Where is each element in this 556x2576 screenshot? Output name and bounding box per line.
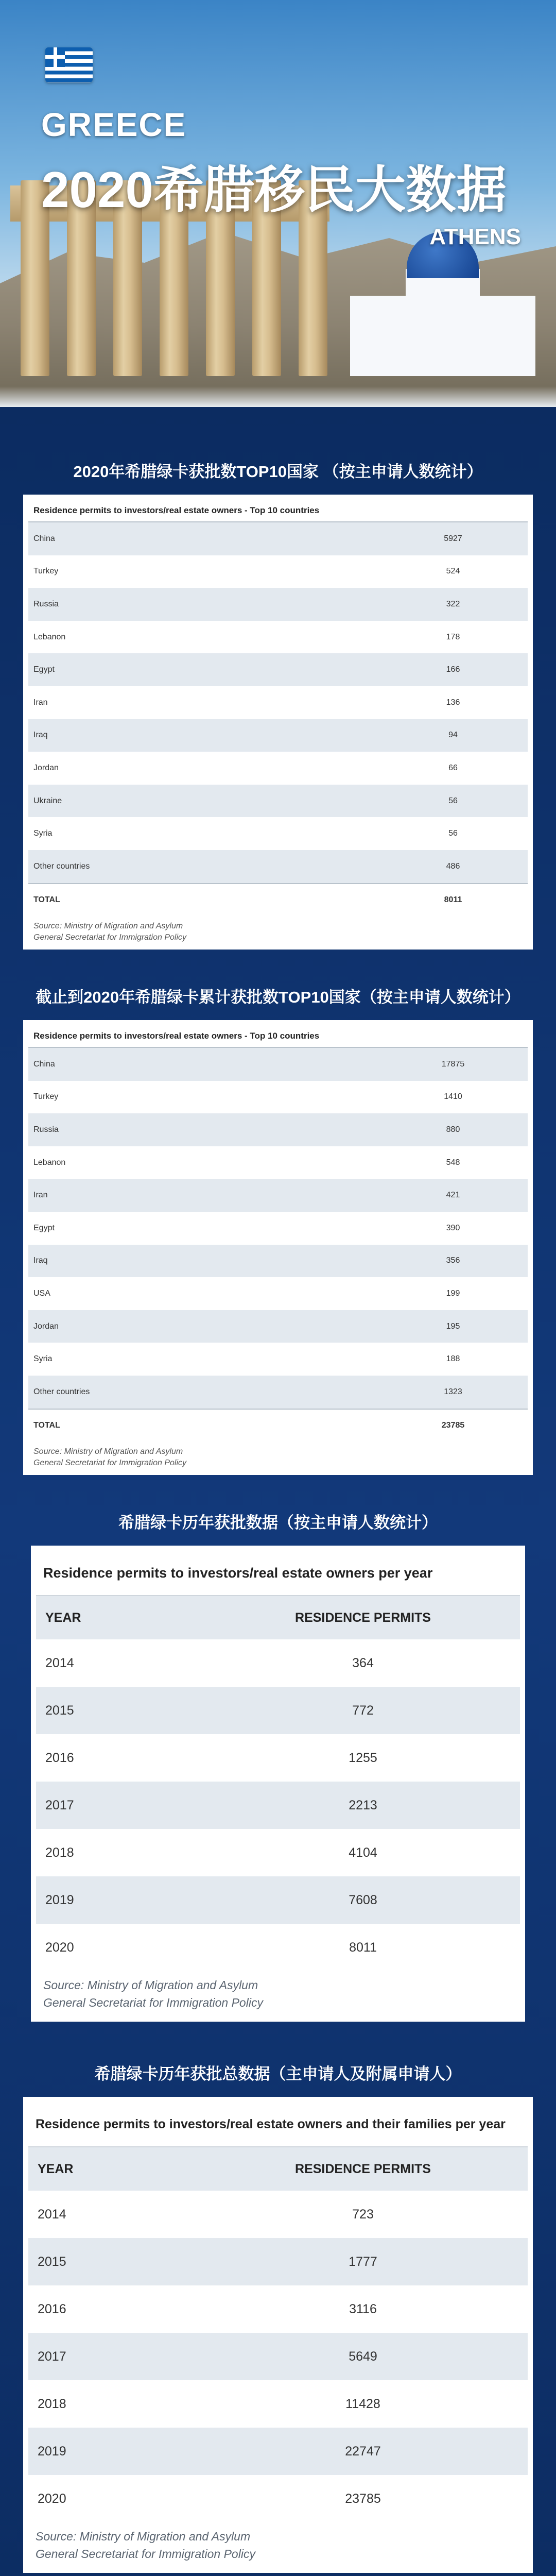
year-cell: 2020	[45, 1940, 74, 1955]
country-cell: Jordan	[33, 763, 59, 772]
value-cell: 364	[352, 1655, 374, 1670]
table-total-row	[28, 883, 528, 917]
table-row	[28, 1048, 528, 1081]
column-header-permits: RESIDENCE PERMITS	[295, 1610, 431, 1625]
page-title: 2020希腊移民大数据	[41, 161, 507, 218]
value-cell: 5649	[349, 2349, 377, 2364]
table-row	[28, 2380, 528, 2428]
table-total-row	[28, 1409, 528, 1443]
value-cell: 4104	[349, 1845, 377, 1860]
source-line: Source: Ministry of Migration and Asylum	[33, 1447, 183, 1456]
table-row	[28, 2333, 528, 2380]
country-cell: Syria	[33, 1354, 53, 1364]
value-cell: 11428	[345, 2396, 380, 2411]
table-row	[28, 555, 528, 588]
year-cell: 2015	[45, 1703, 74, 1718]
table-caption: Residence permits to investors/real estate owners and their families per year	[28, 2102, 528, 2147]
hero-banner	[0, 0, 556, 407]
table-row	[28, 1310, 528, 1343]
table-top10-2020	[23, 495, 533, 950]
table-row	[28, 752, 528, 785]
year-cell: 2018	[38, 2396, 66, 2411]
table-source	[28, 917, 528, 944]
year-cell: 2019	[38, 2444, 66, 2459]
source-line: General Secretariat for Immigration Policy	[43, 1996, 263, 2009]
section-title: 希腊绿卡历年获批数据（按主申请人数统计）	[118, 1514, 438, 1532]
value-cell: 390	[446, 1223, 460, 1232]
value-cell: 17875	[441, 1059, 465, 1069]
country-cell: Lebanon	[33, 1158, 66, 1167]
section-title: 2020年希腊绿卡获批数TOP10国家 （按主申请人数统计）	[73, 463, 483, 481]
table-body	[28, 1048, 528, 1409]
table-row	[28, 1343, 528, 1376]
table-row	[36, 1782, 520, 1829]
table-row	[28, 1179, 528, 1212]
table-row	[36, 1924, 520, 1971]
table-row	[28, 2475, 528, 2522]
value-cell: 1777	[349, 2254, 377, 2269]
source-line: General Secretariat for Immigration Policy	[36, 2547, 255, 2561]
source-line: General Secretariat for Immigration Policy	[33, 1459, 186, 1468]
year-cell: 2015	[38, 2254, 66, 2269]
table-row	[28, 719, 528, 752]
source-line: Source: Ministry of Migration and Asylum	[33, 922, 183, 931]
value-cell: 486	[446, 861, 460, 871]
value-cell: 136	[446, 698, 460, 707]
country-cell: Turkey	[33, 1092, 59, 1101]
table-row	[28, 1146, 528, 1179]
value-cell: 356	[446, 1256, 460, 1265]
table-header	[28, 2147, 528, 2191]
table-top10-cumulative	[23, 1020, 533, 1475]
year-cell: 2016	[38, 2301, 66, 2316]
column-header-year: YEAR	[45, 1610, 81, 1625]
country-cell: Syria	[33, 829, 53, 838]
table-row	[28, 621, 528, 654]
country-cell: Iraq	[33, 1256, 48, 1265]
value-cell: 66	[448, 763, 458, 772]
source-line: Source: Ministry of Migration and Asylum	[36, 2530, 251, 2543]
table-row	[36, 1829, 520, 1876]
table-body	[28, 2191, 528, 2522]
section-title: 希腊绿卡历年获批总数据（主申请人及附属申请人）	[94, 2065, 462, 2083]
hero-city: ATHENS	[429, 224, 521, 249]
column-header-permits: RESIDENCE PERMITS	[295, 2161, 431, 2176]
table-yearly-total	[23, 2097, 533, 2573]
column-header-year: YEAR	[38, 2161, 74, 2176]
table-row	[28, 2428, 528, 2475]
table-caption: Residence permits to investors/real estate owners - Top 10 countries	[28, 1025, 528, 1048]
country-cell: Jordan	[33, 1321, 59, 1331]
table-row	[28, 1212, 528, 1245]
total-label: TOTAL	[33, 1421, 60, 1430]
table-row	[36, 1876, 520, 1924]
country-cell: Russia	[33, 1125, 59, 1134]
value-cell: 880	[446, 1125, 460, 1134]
value-cell: 322	[446, 599, 460, 608]
value-cell: 195	[446, 1321, 460, 1331]
source-line: General Secretariat for Immigration Policy	[33, 933, 186, 942]
value-cell: 23785	[345, 2491, 381, 2506]
section-title: 截止到2020年希腊绿卡累计获批数TOP10国家（按主申请人数统计）	[36, 988, 520, 1006]
value-cell: 94	[448, 731, 458, 740]
year-cell: 2017	[38, 2349, 66, 2364]
table-row	[28, 522, 528, 555]
table-row	[28, 588, 528, 621]
country-cell: Iran	[33, 1191, 48, 1200]
year-cell: 2014	[38, 2207, 66, 2222]
table-source	[36, 1971, 520, 2016]
value-cell: 1323	[444, 1387, 462, 1396]
table-source	[28, 1442, 528, 1470]
country-cell: Egypt	[33, 665, 55, 674]
country-cell: USA	[33, 1289, 50, 1298]
value-cell: 772	[352, 1703, 374, 1718]
year-cell: 2020	[38, 2491, 66, 2506]
source-line: Source: Ministry of Migration and Asylum	[43, 1978, 258, 1992]
table-row	[36, 1639, 520, 1687]
hero-country: GREECE	[41, 106, 187, 143]
value-cell: 5927	[444, 534, 462, 543]
year-cell: 2016	[45, 1750, 74, 1765]
value-cell: 2213	[349, 1798, 377, 1812]
value-cell: 1410	[444, 1092, 462, 1101]
main-content	[0, 407, 556, 2576]
table-row	[28, 1376, 528, 1409]
value-cell: 56	[448, 829, 458, 838]
value-cell: 548	[446, 1158, 460, 1167]
hero-fade	[0, 386, 556, 407]
table-row	[28, 2285, 528, 2333]
value-cell: 524	[446, 567, 460, 576]
value-cell: 8011	[349, 1940, 377, 1955]
table-row	[28, 817, 528, 850]
table-row	[28, 1113, 528, 1146]
value-cell: 199	[446, 1289, 460, 1298]
value-cell: 723	[352, 2207, 374, 2222]
value-cell: 56	[448, 796, 458, 805]
greece-flag-icon	[45, 47, 93, 82]
value-cell: 3116	[349, 2301, 377, 2316]
total-value: 23785	[441, 1421, 465, 1430]
country-cell: Other countries	[33, 861, 90, 871]
table-caption: Residence permits to investors/real estate owners per year	[36, 1551, 520, 1596]
table-row	[28, 2238, 528, 2285]
table-row	[28, 686, 528, 719]
table-row	[28, 1277, 528, 1310]
table-source	[28, 2522, 528, 2568]
table-row	[28, 653, 528, 686]
value-cell: 178	[446, 632, 460, 641]
country-cell: Iran	[33, 698, 48, 707]
table-caption: Residence permits to investors/real estate owners - Top 10 countries	[28, 500, 528, 522]
value-cell: 421	[446, 1191, 460, 1200]
table-row	[36, 1734, 520, 1782]
table-yearly-main	[31, 1546, 525, 2022]
year-cell: 2019	[45, 1892, 74, 1907]
total-value: 8011	[444, 895, 462, 905]
year-cell: 2018	[45, 1845, 74, 1860]
table-row	[28, 850, 528, 883]
value-cell: 22747	[345, 2444, 381, 2459]
table-body	[36, 1639, 520, 1971]
country-cell: Lebanon	[33, 632, 66, 641]
year-cell: 2014	[45, 1655, 74, 1670]
table-body	[28, 522, 528, 883]
country-cell: Russia	[33, 599, 59, 608]
country-cell: Iraq	[33, 731, 48, 740]
year-cell: 2017	[45, 1798, 74, 1812]
country-cell: Turkey	[33, 567, 59, 576]
country-cell: Ukraine	[33, 796, 62, 805]
value-cell: 188	[446, 1354, 460, 1364]
value-cell: 7608	[349, 1892, 377, 1907]
value-cell: 166	[446, 665, 460, 674]
country-cell: Other countries	[33, 1387, 90, 1396]
country-cell: China	[33, 1059, 55, 1069]
country-cell: China	[33, 534, 55, 543]
table-row	[36, 1687, 520, 1734]
value-cell: 1255	[349, 1750, 377, 1765]
table-row	[28, 785, 528, 818]
total-label: TOTAL	[33, 895, 60, 905]
table-header	[36, 1596, 520, 1639]
table-row	[28, 1081, 528, 1114]
country-cell: Egypt	[33, 1223, 55, 1232]
table-row	[28, 2191, 528, 2238]
table-row	[28, 1245, 528, 1278]
